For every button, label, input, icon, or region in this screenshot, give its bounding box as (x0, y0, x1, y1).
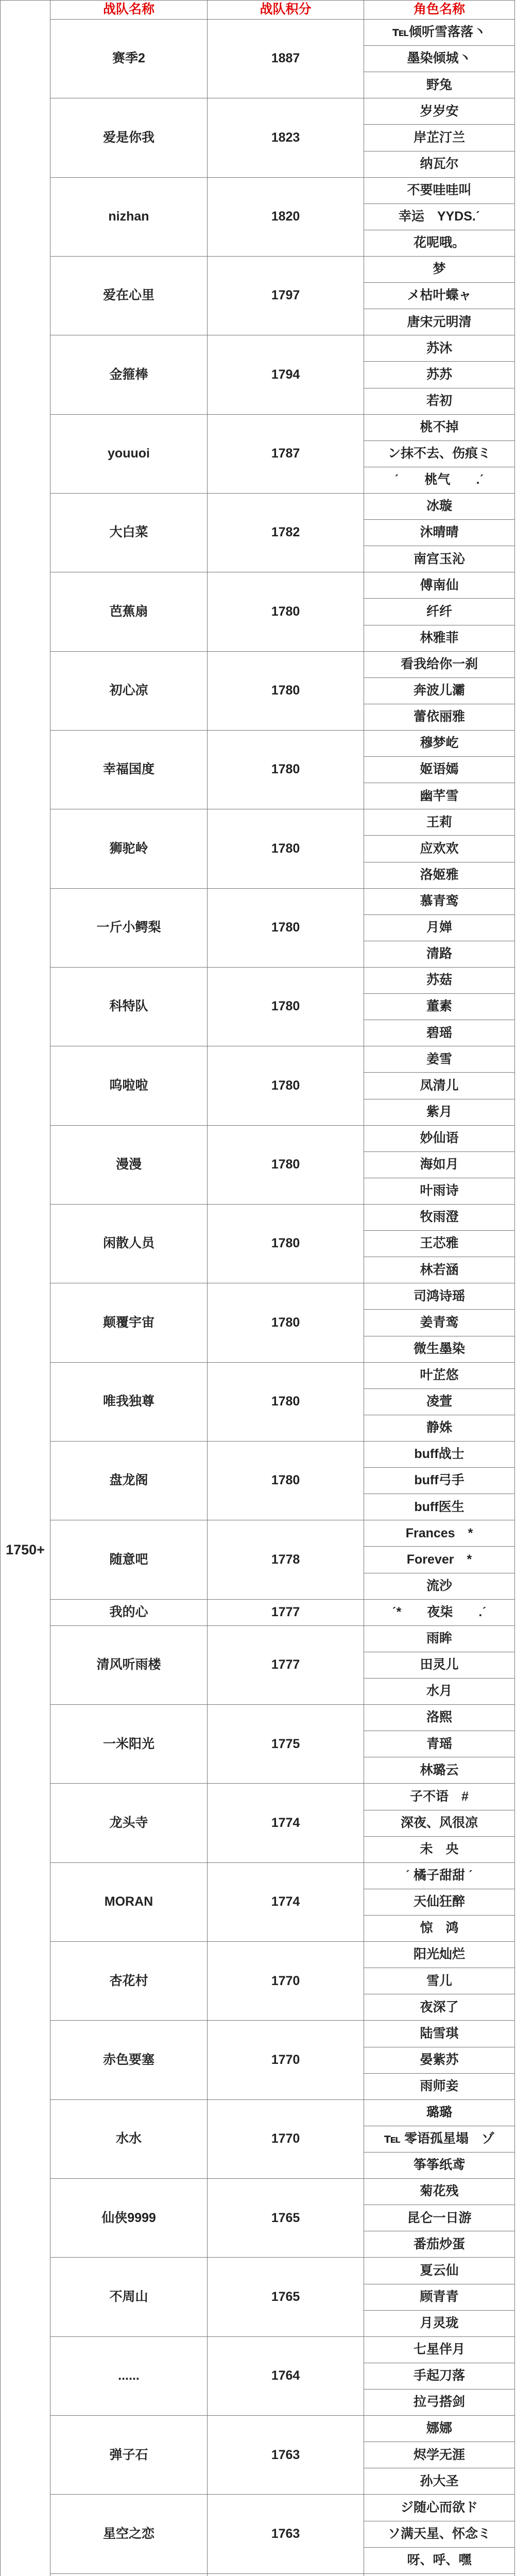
member-name: 幽芊雪 (364, 783, 515, 809)
member-name: メ枯叶蝶ャ (364, 283, 515, 309)
member-name: 穆梦屹 (364, 731, 515, 757)
member-name: 幸运 YYDS.ˊ (364, 204, 515, 230)
team-score (208, 2574, 364, 2576)
team-name: 爱是你我 (50, 98, 208, 177)
team-score: 1774 (208, 1863, 364, 1942)
member-name: 牧雨澄 (364, 1205, 515, 1231)
member-name: 流沙 (364, 1573, 515, 1600)
member-name: 董素 (364, 994, 515, 1020)
team-score: 1782 (208, 494, 364, 572)
member-name: ˊ 桃气 .ˊ (364, 467, 515, 494)
header-role-name: 角色名称 (364, 0, 515, 20)
team-score: 1770 (208, 1942, 364, 2021)
team-score: 1780 (208, 1126, 364, 1205)
team-score: 1780 (208, 1046, 364, 1125)
member-name: 紫月 (364, 1099, 515, 1126)
member-name: 海如月 (364, 1152, 515, 1178)
team-score: 1823 (208, 98, 364, 177)
team-name: 赛季2 (50, 20, 208, 98)
table-top-border (50, 0, 515, 1)
member-name: 番茄炒蛋 (364, 2231, 515, 2258)
member-name: 若初 (364, 388, 515, 415)
team-score: 1780 (208, 1442, 364, 1520)
member-name: 叶芷悠 (364, 1363, 515, 1389)
member-name: 雨师妾 (364, 2074, 515, 2100)
team-score: 1780 (208, 652, 364, 731)
member-name: 苏菇 (364, 968, 515, 994)
team-score: 1764 (208, 2337, 364, 2416)
member-name: 未 央 (364, 1837, 515, 1863)
member-name: 呀、呼、嘿 (364, 2548, 515, 2574)
member-name: 手起刀落 (364, 2363, 515, 2389)
member-name: 妙仙语 (364, 1126, 515, 1152)
team-name: 唯我独尊 (50, 1363, 208, 1442)
team-score: 1780 (208, 968, 364, 1046)
team-name: 随意吧 (50, 1520, 208, 1599)
member-name: 水月 (364, 1679, 515, 1705)
member-name: 岸芷汀兰 (364, 125, 515, 151)
member-name: 苏沐 (364, 335, 515, 362)
member-name: 洛熙 (364, 1705, 515, 1731)
member-name: 苏苏 (364, 362, 515, 388)
team-name: 漫漫 (50, 1126, 208, 1205)
team-name: 杏花村 (50, 1942, 208, 2021)
team-name: 闲散人员 (50, 1205, 208, 1283)
header-team-name: 战队名称 (50, 0, 208, 20)
team-name: 不周山 (50, 2258, 208, 2336)
member-name: ソ满天星、怀念ミ (364, 2521, 515, 2548)
team-score: 1780 (208, 1205, 364, 1283)
team-name: 幸福国度 (50, 731, 208, 809)
team-score: 1780 (208, 572, 364, 651)
member-name: 纳瓦尔 (364, 151, 515, 178)
member-name: 南宫玉沁 (364, 546, 515, 572)
member-name: 姜雪 (364, 1046, 515, 1073)
team-name: 大白菜 (50, 494, 208, 572)
team-score: 1887 (208, 20, 364, 98)
member-name: 王芯雅 (364, 1231, 515, 1257)
member-name: 璐璐 (364, 2100, 515, 2126)
member-name: buff医生 (364, 1494, 515, 1520)
member-name: 雨眸 (364, 1626, 515, 1652)
member-name: 月灵珑 (364, 2311, 515, 2337)
member-name: ジ随心而欲ド (364, 2495, 515, 2521)
team-name: 一米阳光 (50, 1705, 208, 1784)
member-name: buff弓手 (364, 1468, 515, 1494)
member-name: 司鸿诗瑶 (364, 1283, 515, 1310)
member-name: Frances * (364, 1520, 515, 1547)
team-name: 清风听雨楼 (50, 1626, 208, 1705)
member-name: 姬语嫣 (364, 757, 515, 783)
member-name: 林璐云 (364, 1757, 515, 1784)
member-name: buff战士 (364, 1442, 515, 1468)
team-score: 1820 (208, 178, 364, 257)
team-score: 1775 (208, 1705, 364, 1784)
team-name: 盘龙阁 (50, 1442, 208, 1520)
member-name: 拉弓搭剑 (364, 2389, 515, 2416)
member-name: 不要哇哇叫 (364, 178, 515, 204)
team-score: 1794 (208, 335, 364, 414)
team-score: 1797 (208, 257, 364, 335)
member-name: 桃不掉 (364, 415, 515, 441)
team-score: 1777 (208, 1626, 364, 1705)
member-name: 慕青鸾 (364, 889, 515, 915)
team-score: 1763 (208, 2495, 364, 2573)
team-score: 1787 (208, 415, 364, 494)
member-name: 天仙狂醉 (364, 1889, 515, 1916)
member-name: 筝筝纸鸢 (364, 2153, 515, 2179)
member-name: 娜娜 (364, 2416, 515, 2442)
member-name: 冰璇 (364, 494, 515, 520)
team-score: 1765 (208, 2258, 364, 2336)
member-name: ン抹不去、伤痕ミ (364, 441, 515, 467)
member-name: 惊 鸿 (364, 1916, 515, 1942)
team-score: 1774 (208, 1784, 364, 1862)
team-score: 1763 (208, 2416, 364, 2495)
member-name: 阳光灿烂 (364, 1942, 515, 1968)
member-name: 夏云仙 (364, 2258, 515, 2284)
member-name: 林雅菲 (364, 625, 515, 652)
member-name: 微生墨染 (364, 1336, 515, 1363)
member-name: 林若涵 (364, 1257, 515, 1283)
tier-label: 1750+ (0, 0, 50, 2576)
member-name: 深夜、风很凉 (364, 1810, 515, 1837)
team-name: ...... (50, 2337, 208, 2416)
team-name: 赤色要塞 (50, 2021, 208, 2099)
team-name: youuoi (50, 415, 208, 494)
member-name: 岁岁安 (364, 98, 515, 125)
member-name: 清路 (364, 941, 515, 968)
team-name: 龙头寺 (50, 1784, 208, 1862)
member-name: 子不语 # (364, 1784, 515, 1810)
member-name: 静姝 (364, 1415, 515, 1442)
team-name: 科特队 (50, 968, 208, 1046)
team-name: MORAN (50, 1863, 208, 1942)
member-name: ˊ* 夜柒 .ˊ (364, 1600, 515, 1626)
team-score: 1780 (208, 809, 364, 888)
team-score: 1765 (208, 2179, 364, 2258)
member-name: 墨染倾城丶 (364, 46, 515, 72)
member-name: ℡ 零语孤星塌 ゾ (364, 2126, 515, 2153)
team-score: 1780 (208, 1283, 364, 1362)
member-name: 花呢哦。 (364, 230, 515, 257)
member-name: 梦 (364, 257, 515, 283)
member-name: 孙大圣 (364, 2468, 515, 2495)
member-name: 顾青青 (364, 2284, 515, 2311)
member-name: 月婵 (364, 915, 515, 941)
team-name: 水水 (50, 2100, 208, 2179)
member-name: 看我给你一刹 (364, 652, 515, 678)
member-name: 姜青鸾 (364, 1310, 515, 1336)
member-name: 叶雨诗 (364, 1178, 515, 1205)
team-name: 初心凉 (50, 652, 208, 731)
member-name: 纤纤 (364, 599, 515, 625)
team-name: 仙侠9999 (50, 2179, 208, 2258)
team-name (50, 2574, 208, 2576)
team-score: 1780 (208, 1363, 364, 1442)
member-name: 青瑶 (364, 1731, 515, 1757)
member-name: ℡倾听雪落落丶 (364, 20, 515, 46)
team-name: 芭蕉扇 (50, 572, 208, 651)
team-name: 狮驼岭 (50, 809, 208, 888)
member-name: 应欢欢 (364, 836, 515, 862)
team-score: 1770 (208, 2100, 364, 2179)
team-name: 弹子石 (50, 2416, 208, 2495)
member-name: 凤清儿 (364, 1073, 515, 1099)
team-name: 颠覆宇宙 (50, 1283, 208, 1362)
member-name: 田灵儿 (364, 1652, 515, 1679)
member-name: 蕾依丽雅 (364, 704, 515, 731)
team-score: 1777 (208, 1600, 364, 1626)
member-name: 唐宋元明清 (364, 309, 515, 335)
member-name: 晏紫苏 (364, 2047, 515, 2074)
member-name: 傅南仙 (364, 572, 515, 599)
member-name (364, 2574, 515, 2576)
team-score: 1780 (208, 731, 364, 809)
team-name: 金箍棒 (50, 335, 208, 414)
member-name: 夜深了 (364, 1994, 515, 2021)
member-name: 昆仑一日游 (364, 2205, 515, 2231)
member-name: 雪儿 (364, 1968, 515, 1994)
member-name: 七星伴月 (364, 2337, 515, 2363)
team-score: 1778 (208, 1520, 364, 1599)
team-name: 我的心 (50, 1600, 208, 1626)
team-name: 一斤小鳄梨 (50, 889, 208, 968)
member-name: 菊花残 (364, 2179, 515, 2205)
member-name: 王莉 (364, 809, 515, 836)
member-name: 烬学无涯 (364, 2442, 515, 2468)
team-name: nizhan (50, 178, 208, 257)
team-name: 呜啦啦 (50, 1046, 208, 1125)
member-name: 洛姬雅 (364, 862, 515, 889)
member-name: Forever * (364, 1547, 515, 1573)
team-name: 爱在心里 (50, 257, 208, 335)
header-team-score: 战队积分 (208, 0, 364, 20)
member-name: ˊ 橘子甜甜 ˊ (364, 1863, 515, 1889)
team-name: 星空之恋 (50, 2495, 208, 2573)
member-name: 陆雪琪 (364, 2021, 515, 2047)
member-name: 沐晴晴 (364, 520, 515, 546)
team-score: 1770 (208, 2021, 364, 2099)
team-score: 1780 (208, 889, 364, 968)
member-name: 奔波儿灞 (364, 678, 515, 704)
member-name: 野兔 (364, 72, 515, 98)
member-name: 凌萱 (364, 1389, 515, 1415)
member-name: 碧瑶 (364, 1020, 515, 1046)
